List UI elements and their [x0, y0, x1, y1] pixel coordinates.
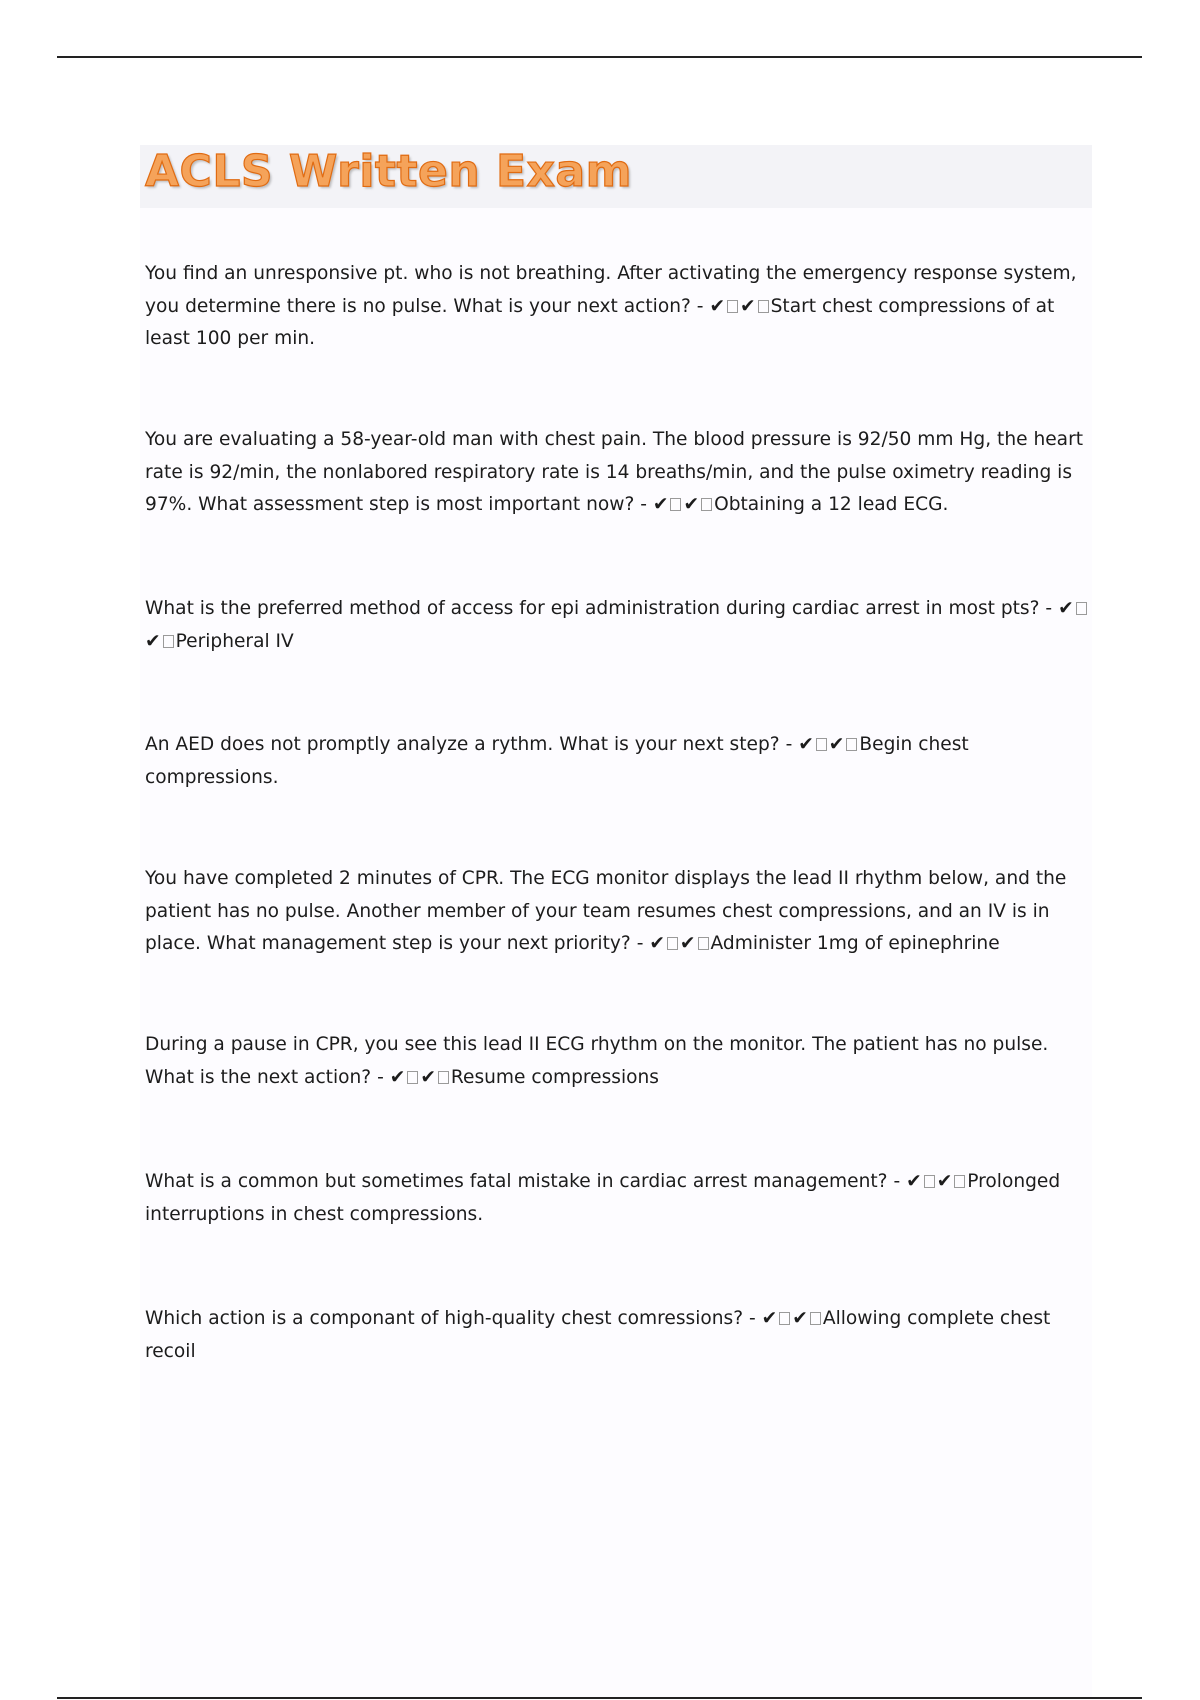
answer-text: Allowing complete chest recoil	[145, 1308, 1051, 1362]
qa-item-5: You have completed 2 minutes of CPR. The ECG monitor displays the lead II rhythm below, and the patient has no pulse. Another member of your team resumes chest compressions, and an IV is in place. What management step is your next priority? - ✔ ✔ Administer 1mg of epinephrine	[145, 868, 1067, 954]
check-icon: ✔	[740, 295, 756, 317]
box-icon	[163, 635, 174, 648]
box-icon	[846, 738, 857, 751]
box-icon	[758, 300, 769, 313]
check-icon: ✔	[1058, 598, 1074, 619]
top-rule	[57, 56, 1142, 58]
box-icon	[954, 1175, 965, 1188]
qa-item-6: During a pause in CPR, you see this lead II ECG rhythm on the monitor. The patient has no pulse. What is the next action? - ✔ ✔ Resume compressions	[145, 1034, 1049, 1088]
box-icon	[810, 1312, 821, 1325]
check-icon: ✔	[936, 1171, 953, 1192]
check-icon: ✔	[828, 734, 845, 755]
qa-item-1: You find an unresponsive pt. who is not breathing. After activating the emergency response system, you determine there is no pulse. What is your next action? - ✔ ✔ Start chest compressions of at least 100 per min.	[145, 263, 1077, 349]
answer-text: Begin chest compressions.	[145, 734, 969, 788]
box-icon	[924, 1175, 935, 1188]
check-icon: ✔	[679, 933, 696, 954]
box-icon	[701, 498, 712, 511]
question-text: What is a common but sometimes fatal mistake in cardiac arrest management?	[145, 1171, 888, 1192]
qa-item-4: An AED does not promptly analyze a rythm. What is your next step? - ✔ ✔ Begin chest compressions.	[145, 734, 969, 788]
answer-text: Obtaining a 12 lead ECG.	[714, 494, 949, 515]
check-icon: ✔	[792, 1308, 808, 1329]
check-icon: ✔	[683, 494, 700, 515]
box-icon	[670, 498, 681, 511]
check-icon: ✔	[145, 630, 161, 652]
box-icon	[727, 300, 738, 313]
question-text: During a pause in CPR, you see this lead II ECG rhythm on the monitor. The patient has no pulse. What is the next action?	[145, 1034, 1049, 1088]
check-icon: ✔	[906, 1171, 922, 1192]
question-text: An AED does not promptly analyze a rythm. What is your next step?	[145, 734, 780, 755]
bottom-rule	[57, 1697, 1142, 1699]
check-icon: ✔	[652, 494, 669, 515]
qa-item-7: What is a common but sometimes fatal mistake in cardiac arrest management? - ✔ ✔ Prolonged interruptions in chest compressions.	[145, 1171, 1061, 1225]
answer-text: Prolonged interruptions in chest compressions.	[145, 1171, 1061, 1225]
box-icon	[667, 937, 678, 950]
box-icon	[816, 738, 827, 751]
box-icon	[779, 1312, 790, 1325]
check-icon: ✔	[761, 1308, 778, 1329]
question-text: Which action is a componant of high-quality chest comressions?	[145, 1308, 744, 1329]
check-icon: ✔	[649, 933, 665, 954]
answer-text: Start chest compressions of at least 100 per min.	[145, 295, 1055, 349]
answer-text: Administer 1mg of epinephrine	[710, 933, 1000, 954]
box-icon	[698, 937, 709, 950]
check-icon: ✔	[798, 734, 814, 755]
check-icon: ✔	[709, 295, 726, 317]
answer-text: Resume compressions	[450, 1066, 659, 1088]
question-text: You are evaluating a 58-year-old man with chest pain. The blood pressure is 92/50 mm Hg, the heart rate is 92/min, the nonlabored respiratory rate is 14 breaths/min, and the pulse oximetry reading is 97%. What assessment step is most important now?	[145, 429, 1084, 515]
answer-text: Peripheral IV	[175, 630, 294, 652]
check-icon: ✔	[420, 1066, 436, 1088]
qa-item-8: Which action is a componant of high-quality chest comressions? - ✔ ✔ Allowing complete chest recoil	[145, 1308, 1051, 1362]
question-text: What is the preferred method of access for epi administration during cardiac arrest in most pts?	[145, 598, 1040, 619]
box-icon	[1076, 602, 1087, 615]
question-text: You find an unresponsive pt. who is not breathing. After activating the emergency response system, you determine there is no pulse. What is your next action?	[145, 263, 1077, 317]
box-icon	[438, 1071, 449, 1084]
question-text: You have completed 2 minutes of CPR. The ECG monitor displays the lead II rhythm below, and the patient has no pulse. Another member of your team resumes chest compressions, and an IV is in place. What management step is your next priority?	[145, 868, 1067, 954]
qa-item-3: What is the preferred method of access for epi administration during cardiac arrest in most pts? - ✔✔ Peripheral IV	[145, 593, 1090, 658]
qa-item-2: You are evaluating a 58-year-old man with chest pain. The blood pressure is 92/50 mm Hg, the heart rate is 92/min, the nonlabored respiratory rate is 14 breaths/min, and the pulse oximetry reading is 97%. What assessment step is most important now? - ✔ ✔ Obtaining a 12 lead ECG.	[145, 429, 1084, 515]
page-title: ACLS Written Exam	[145, 146, 632, 197]
box-icon	[407, 1071, 418, 1084]
check-icon: ✔	[389, 1066, 406, 1088]
